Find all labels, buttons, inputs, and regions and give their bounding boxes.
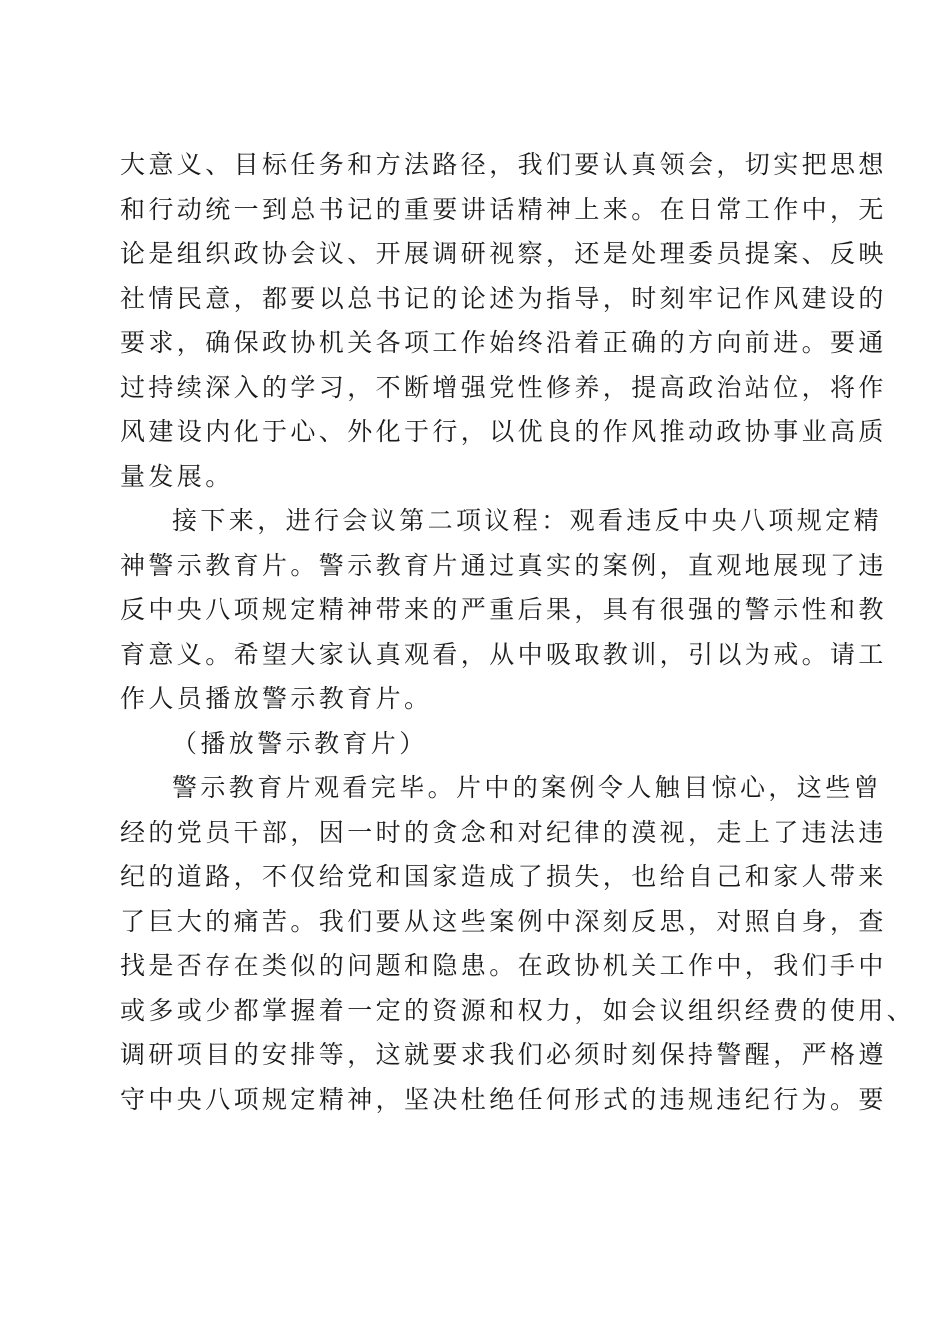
text-line: 过持续深入的学习，不断增强党性修养，提高政治站位，将作: [120, 372, 887, 402]
text-line: 纪的道路，不仅给党和国家造成了损失，也给自己和家人带来: [120, 862, 887, 891]
text-line: 守中央八项规定精神，坚决杜绝任何形式的违规违纪行为。要: [120, 1084, 887, 1114]
text-line: 社情民意，都要以总书记的论述为指导，时刻牢记作风建设的: [120, 283, 887, 313]
text-line: 找是否存在类似的问题和隐患。在政协机关工作中，我们手中: [120, 951, 887, 980]
paragraph-start-line: 接下来，进行会议第二项议程：观看违反中央八项规定精: [172, 506, 883, 535]
stage-direction-line: （播放警示教育片）: [172, 728, 428, 758]
text-line: 要求，确保政协机关各项工作始终沿着正确的方向前进。要通: [120, 328, 887, 357]
document-body: [120, 143, 916, 1122]
text-line: 量发展。: [120, 461, 234, 491]
text-line: 经的党员干部，因一时的贪念和对纪律的漠视，走上了违法违: [120, 817, 887, 847]
text-line: 调研项目的安排等，这就要求我们必须时刻保持警醒，严格遵: [120, 1040, 887, 1069]
text-line: 或多或少都掌握着一定的资源和权力，如会议组织经费的使用、: [120, 995, 916, 1025]
text-line: 了巨大的痛苦。我们要从这些案例中深刻反思，对照自身，查: [120, 906, 887, 936]
text-line: 风建设内化于心、外化于行，以优良的作风推动政协事业高质: [120, 417, 887, 446]
text-line: 神警示教育片。警示教育片通过真实的案例，直观地展现了违: [120, 550, 887, 580]
text-line: 大意义、目标任务和方法路径，我们要认真领会，切实把思想: [120, 150, 887, 179]
text-line: 育意义。希望大家认真观看，从中吸取教训，引以为戒。请工: [120, 639, 887, 669]
text-line: 反中央八项规定精神带来的严重后果，具有很强的警示性和教: [120, 595, 887, 624]
paragraph-start-line: 警示教育片观看完毕。片中的案例令人触目惊心，这些曾: [172, 773, 883, 802]
text-line: 论是组织政协会议、开展调研视察，还是处理委员提案、反映: [120, 239, 887, 268]
text-line: 作人员播放警示教育片。: [120, 684, 433, 713]
text-line: 和行动统一到总书记的重要讲话精神上来。在日常工作中，无: [120, 194, 887, 224]
